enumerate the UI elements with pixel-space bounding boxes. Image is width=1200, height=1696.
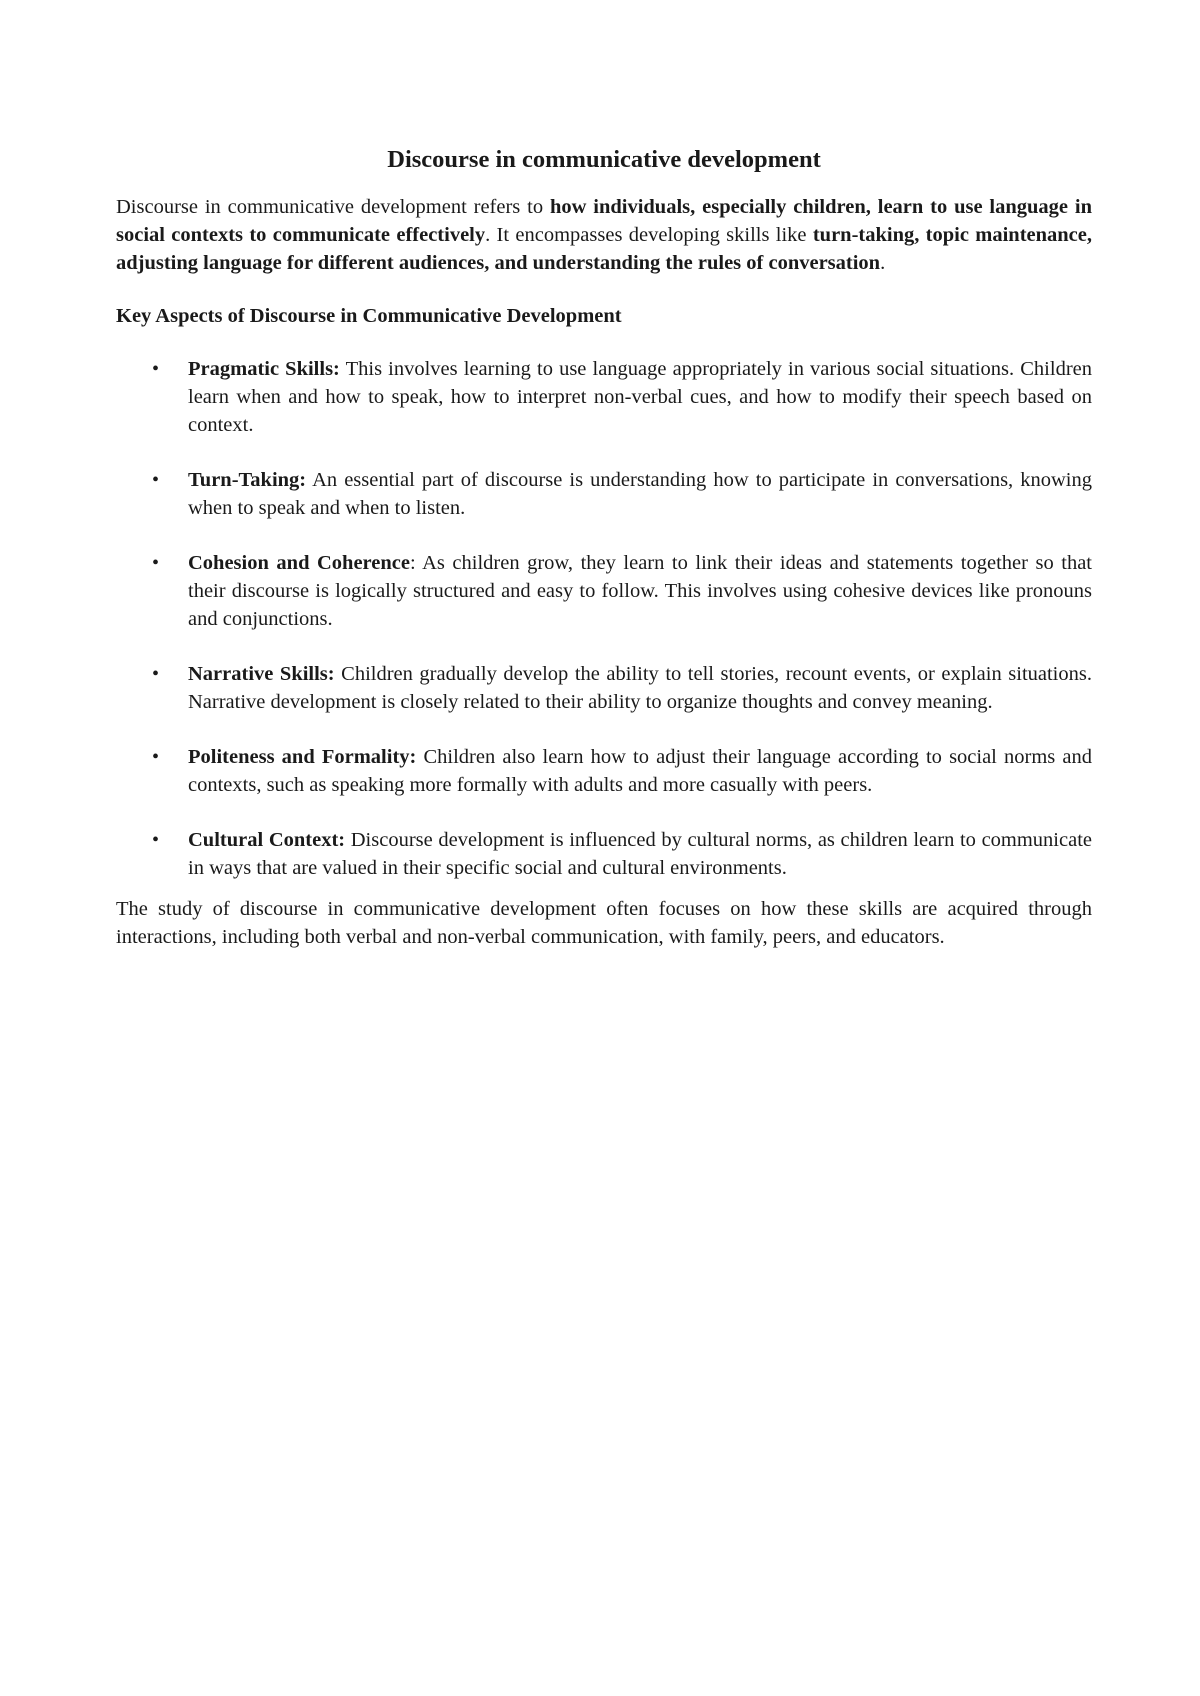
aspect-term: Cultural Context: [188,829,346,851]
aspects-list [116,355,1092,882]
bullet-icon: • [152,358,160,380]
aspect-text: Children gradually develop the ability to tell stories, recount events, or explain situations. Narrative development is closely related to their ability to organize thoughts and convey meaning. [188,663,1092,713]
document-title: Discourse in communicative development [387,146,821,173]
aspect-text: An essential part of discourse is understanding how to participate in conversations, knowing when to speak and when to listen. [188,469,1092,519]
bullet-icon: • [152,663,160,685]
list-item [116,743,1092,799]
section-heading: Key Aspects of Discourse in Communicative Development [116,305,622,327]
list-item [116,355,1092,439]
aspect-text: Children also learn how to adjust their language according to social norms and contexts, such as speaking more formally with adults and more casually with peers. [188,746,1092,796]
conclusion-paragraph: The study of discourse in communicative development often focuses on how these skills are acquired through interactions, including both verbal and non-verbal communication, with family, peers, and educators. [116,898,1092,948]
bullet-icon: • [152,469,160,491]
aspect-term: Narrative Skills: [188,663,335,685]
document-page [116,144,1092,951]
aspect-term: Politeness and Formality: [188,746,417,768]
intro-text-2: . It encompasses developing skills like [485,224,813,246]
aspect-text: Discourse development is influenced by cultural norms, as children learn to communicate in ways that are valued in their specific social and cultural environments. [188,829,1092,879]
list-item [116,826,1092,882]
aspect-term: Cohesion and Coherence [188,552,410,574]
list-item [116,549,1092,633]
aspect-text: This involves learning to use language appropriately in various social situations. Children learn when and how to speak, how to interpret non-verbal cues, and how to modify their speech based on context. [188,358,1092,436]
aspect-term: Pragmatic Skills: [188,358,340,380]
aspect-text: : As children grow, they learn to link their ideas and statements together so that their discourse is logically structured and easy to follow. This involves using cohesive devices like pronouns and conjunctions. [188,552,1092,630]
intro-bold-2: turn-taking, topic maintenance, adjusting language for different audiences, and understanding the rules of conversation [116,224,1092,274]
aspect-term: Turn-Taking: [188,469,307,491]
intro-text-1: Discourse in communicative development refers to [116,196,550,218]
intro-bold-1: how individuals, especially children, learn to use language in social contexts to communicate effectively [116,196,1092,246]
list-item [116,660,1092,716]
intro-paragraph [116,193,1092,277]
bullet-icon: • [152,829,160,851]
list-item [116,466,1092,522]
bullet-icon: • [152,552,160,574]
intro-text-3: . [880,252,886,274]
bullet-icon: • [152,746,160,768]
